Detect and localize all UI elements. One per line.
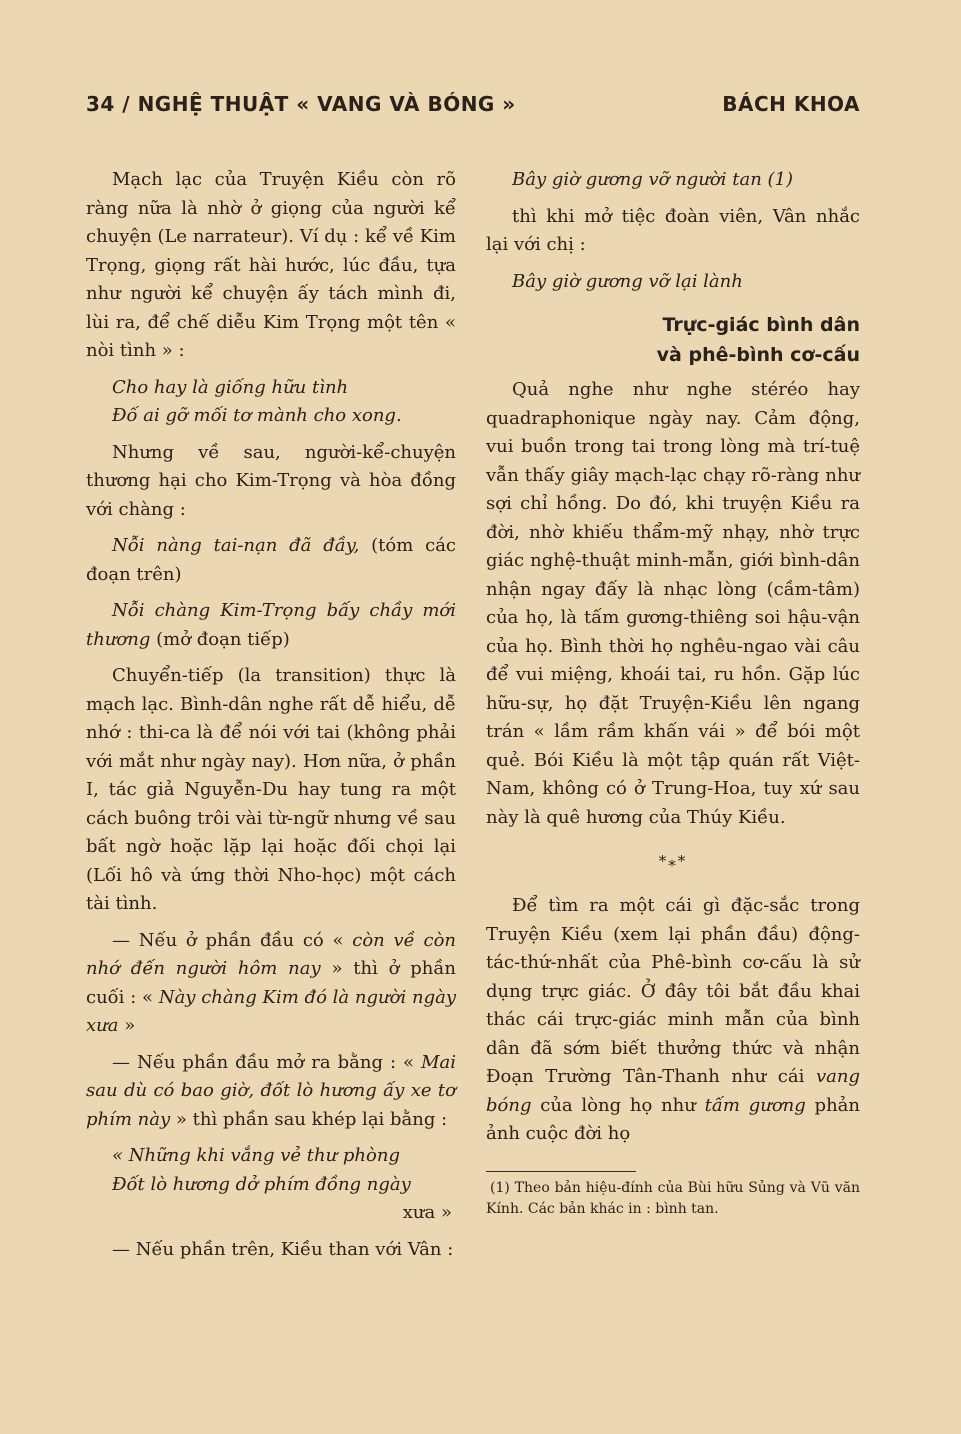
text-run: phản ảnh cuộc đời họ xyxy=(486,1094,860,1144)
running-header xyxy=(86,92,860,116)
paragraph: — Nếu phần trên, Kiều than với Vân : xyxy=(112,1238,454,1260)
text-run: Để tìm ra một cái gì đặc-sắc trong Truyện Kiều (xem lại phần đầu) động-tác-thứ-nhất của Phê-bình cơ-cấu là sử dụng trực giác. Ở đây tôi bắt đầu khai thác cái trực-giác minh mẫn của bình dân đã sớm biết thưởng thức và nhận Đoạn Trường Tân-Thanh như cái xyxy=(486,895,860,1087)
paragraph xyxy=(486,892,860,1149)
paragraph: thì khi mở tiệc đoàn viên, Vân nhắc lại với chị : xyxy=(486,205,860,255)
quote-text: Mai sau dù có bao giờ, đốt lò hương ấy xe tơ phím này xyxy=(86,1051,456,1130)
paragraph: Chuyển-tiếp (la transition) thực là mạch lạc. Bình-dân nghe rất dễ hiểu, dễ nhớ : thi-ca là để nói với tai (không phải với mắt như ngày nay). Hơn nữa, ở phần I, tác giả Nguyễn-Du hay tung ra một cách buông trôi vài từ-ngữ nhưng về sau bất ngờ hoặc lặp lại hoặc đối chọi lại (Lối hô và ứng thời Nho-học) một cách tài tình. xyxy=(86,665,456,914)
text-run: — Nếu phần đầu mở ra bằng : « xyxy=(112,1051,422,1073)
quote-paragraph xyxy=(86,532,456,589)
emphasis-text: vang bóng xyxy=(486,1066,860,1116)
section-title-line: và phê-bình cơ-cấu xyxy=(656,344,860,366)
footnote: (1) Theo bản hiệu-đính của Bùi hữu Sủng và Vũ văn Kính. Các bản khác in : bình tan. xyxy=(486,1179,860,1217)
verse-line: Đố ai gỡ mối tơ mành cho xong. xyxy=(112,405,402,426)
paragraph xyxy=(86,927,456,1041)
quote-paragraph xyxy=(86,597,456,654)
paragraph xyxy=(86,1049,456,1135)
verse-line: Bây giờ gương vỡ người tan (1) xyxy=(512,169,794,190)
verse-line: « Những khi vắng vẻ thư phòng xyxy=(112,1145,400,1166)
emphasis-text: tấm gương xyxy=(704,1094,806,1116)
quote-note: (tóm các đoạn trên) xyxy=(86,535,457,585)
magazine-name: BÁCH KHOA xyxy=(722,92,860,116)
quote-text: Này chàng Kim đó là người ngày xưa xyxy=(86,986,456,1036)
paragraph: Nhưng về sau, người-kể-chuyện thương hại cho Kim-Trọng và hòa đồng với chàng : xyxy=(86,441,456,520)
header-title: 34 / NGHỆ THUẬT « VANG VÀ BÓNG » xyxy=(86,92,516,116)
section-title xyxy=(486,310,860,370)
text-run: » thì ở phần cuối : « xyxy=(86,958,456,1008)
quote-text: Nỗi chàng Kim-Trọng bấy chầy mới thương xyxy=(86,600,456,650)
section-divider: *⁎* xyxy=(658,852,688,870)
footnote-rule xyxy=(486,1171,636,1172)
verse-line-end: xưa » xyxy=(402,1202,452,1223)
right-column xyxy=(486,166,860,1220)
text-run: của lòng họ như xyxy=(531,1094,705,1116)
quote-note: (mở đoạn tiếp) xyxy=(150,628,290,650)
section-title-line: Trực-giác bình dân xyxy=(662,314,860,336)
verse-line: Cho hay là giống hữu tình xyxy=(112,376,349,398)
text-run: » thì phần sau khép lại bằng : xyxy=(170,1108,448,1130)
verse-line: Bây giờ gương vỡ lại lành xyxy=(512,270,743,292)
verse-line: Đốt lò hương dở phím đồng ngày xyxy=(112,1173,411,1195)
quote-text: còn về còn nhớ đến người hôm nay xyxy=(86,929,456,979)
text-run: — Nếu ở phần đầu có « xyxy=(112,929,353,951)
text-run: » xyxy=(118,1015,136,1036)
left-column xyxy=(86,166,456,1264)
paragraph: Mạch lạc của Truyện Kiều còn rõ ràng nữa là nhờ ở giọng của người kể chuyện (Le narrateur). Ví dụ : kể về Kim Trọng, giọng rất hài hước, lúc đầu, tựa như người kể chuyện ấy tách mình đi, lùi ra, để chế diễu Kim Trọng một tên « nòi tình » : xyxy=(86,169,456,361)
paragraph: Quả nghe như nghe stéréo hay quadraphonique ngày nay. Cảm động, vui buồn trong tai trong lòng mà trí-tuệ vẫn thấy giây mạch-lạc chạy rõ-ràng như sợi chỉ hồng. Do đó, khi truyện Kiều ra đời, nhờ khiếu thẩm-mỹ nhạy, nhờ trực giác nghệ-thuật minh-mẫn, giới bình-dân nhận ngay đấy là nhạc lòng (cầm-tâm) của họ, là tấm gương-thiêng soi hậu-vận của họ. Bình thời họ nghêu-ngao vài câu để vui miệng, khoái tai, ru hồn. Gặp lúc hữu-sự, họ đặt Truyện-Kiều lên ngang trán « lầm rầm khấn vái » để bói một quẻ. Bói Kiều là một tập quán rất Việt-Nam, không có ở Trung-Hoa, tuy xứ sau này là quê hương của Thúy Kiều. xyxy=(486,379,860,828)
quote-text: Nỗi nàng tai-nạn đã đầy, xyxy=(112,535,360,556)
